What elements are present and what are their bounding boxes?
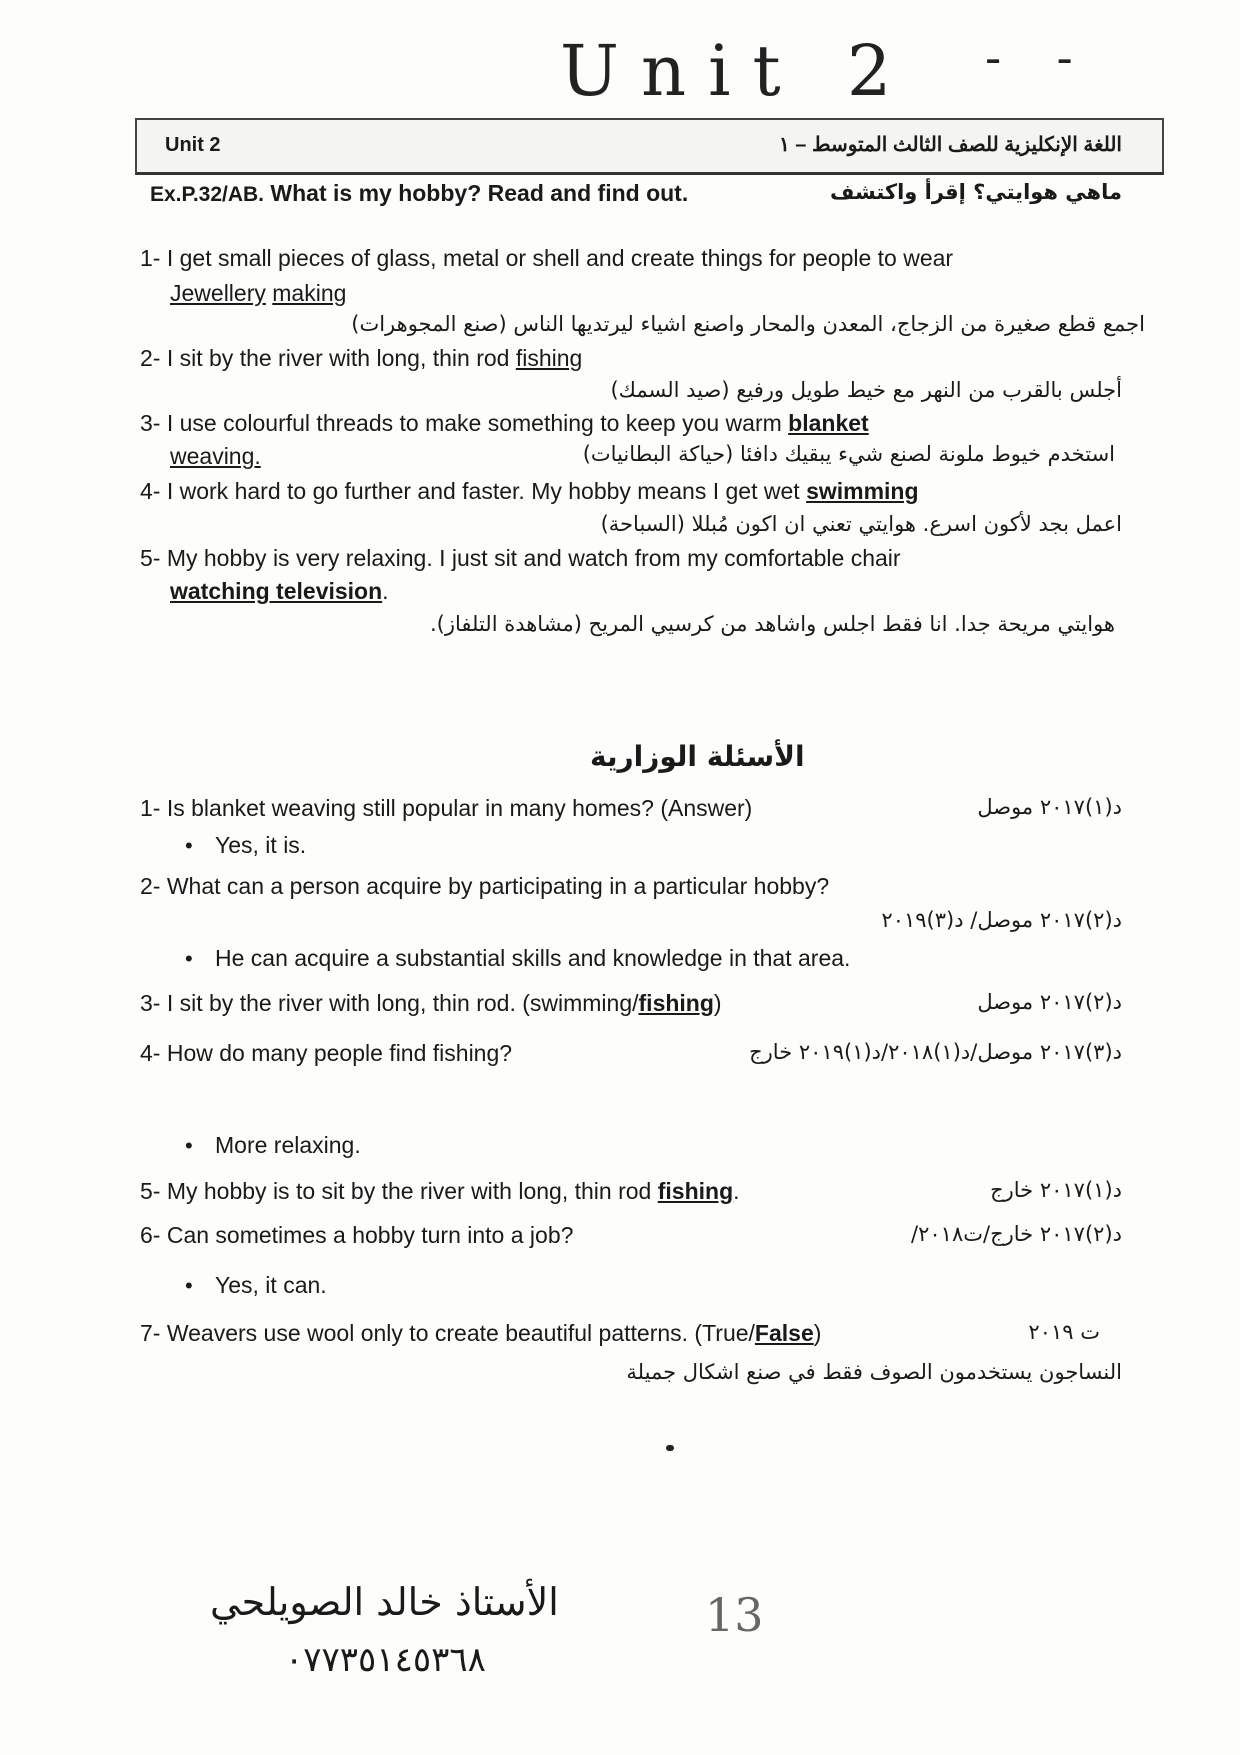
- item-text: My hobby is very relaxing. I just sit and watch from my comfortable chair: [166, 545, 901, 571]
- q-ref: د(٣)٢٠١٧ موصل/د(١)٢٠١٨/د(١)٢٠١٩ خارج: [749, 1040, 1122, 1064]
- q-bold-answer: False: [754, 1320, 814, 1346]
- teacher-signature: الأستاذ خالد الصويلحي: [210, 1580, 559, 1624]
- answer-word: Jewellery: [170, 280, 266, 306]
- q-num: 1-: [140, 795, 161, 821]
- q-num: 3-: [140, 990, 161, 1016]
- ministerial-question-5: [140, 1178, 740, 1205]
- item-num: 2-: [140, 345, 161, 371]
- q-answer: • More relaxing.: [185, 1132, 361, 1159]
- q-num: 6-: [140, 1222, 161, 1248]
- header-arabic-title: اللغة الإنكليزية للصف الثالث المتوسط – ١: [778, 134, 1122, 156]
- q-ref: د(٢)٢٠١٧ موصل: [977, 990, 1122, 1014]
- exercise-item-3-arabic: استخدم خيوط ملونة لصنع شيء يبقيك دافئا (حياكة البطانيات): [582, 442, 1115, 466]
- exercise-prompt: What is my hobby? Read and find out.: [270, 180, 689, 206]
- q-num: 2-: [140, 873, 161, 899]
- q-ref: د(٢)٢٠١٧ خارج/ت٢٠١٨/: [911, 1222, 1122, 1246]
- ministerial-question-7: [140, 1320, 821, 1347]
- exercise-item-1: [140, 245, 953, 272]
- item-num: 4-: [140, 478, 161, 504]
- exercise-item-5: [140, 545, 901, 572]
- unit-label: Unit 2: [165, 134, 221, 156]
- item-text: I use colourful threads to make something to keep you warm: [166, 410, 782, 436]
- exercise-item-2-arabic: أجلس بالقرب من النهر مع خيط طويل ورفيع (صيد السمك): [610, 378, 1122, 402]
- ministerial-question-1: [140, 795, 752, 822]
- q-bold-answer: fishing: [638, 990, 714, 1016]
- ministerial-question-3: [140, 990, 722, 1017]
- q-bold-answer: fishing: [657, 1178, 734, 1204]
- q-text: How do many people find fishing?: [166, 1040, 513, 1066]
- q-num: 5-: [140, 1178, 161, 1204]
- q-arabic: النساجون يستخدمون الصوف فقط في صنع اشكال جميلة: [626, 1360, 1122, 1384]
- exercise-item-1-answer: [170, 280, 346, 307]
- page-header: [135, 118, 1164, 175]
- ministerial-question-2: [140, 873, 829, 900]
- q-ref: د(١)٢٠١٧ موصل: [977, 795, 1122, 819]
- answer-punct: .: [382, 578, 389, 604]
- exercise-ref: Ex.P.32/AB.: [150, 183, 265, 206]
- item-num: 5-: [140, 545, 161, 571]
- exercise-item-4: [140, 478, 919, 505]
- q-text: My hobby is to sit by the river with long, thin rod: [166, 1178, 652, 1204]
- exercise-item-5-answer: [170, 578, 389, 605]
- teacher-phone: ٠٧٧٣٥١٤٥٣٦٨: [285, 1640, 486, 1680]
- q-text: Weavers use wool only to create beautiful patterns. (True/: [166, 1320, 755, 1346]
- item-num: 1-: [140, 245, 161, 271]
- answer-word: blanket: [788, 410, 869, 436]
- answer-word: weaving.: [170, 443, 261, 469]
- answer-word: swimming: [806, 478, 919, 504]
- exercise-item-5-arabic: هوايتي مريحة جدا. انا فقط اجلس واشاهد من كرسيي المريح (مشاهدة التلفاز).: [429, 612, 1115, 636]
- answer-word: watching television: [170, 578, 383, 604]
- page-number: 13: [705, 1588, 764, 1642]
- ministerial-question-6: [140, 1222, 573, 1249]
- handwritten-dash: - -: [985, 30, 1093, 86]
- exercise-item-4-arabic: اعمل بجد لأكون اسرع. هوايتي تعني ان اكون مُبللا (السباحة): [600, 512, 1122, 536]
- ministerial-question-4: [140, 1040, 512, 1067]
- ministerial-section-title: الأسئلة الوزارية: [590, 740, 805, 773]
- q-ref: د(٢)٢٠١٧ موصل/ د(٣)٢٠١٩: [881, 908, 1122, 932]
- q-text-after: .: [733, 1178, 740, 1204]
- exercise-prompt-ar: ماهي هوايتي؟ إقرأ واكتشف: [829, 180, 1122, 204]
- q-text: I sit by the river with long, thin rod. (swimming/: [166, 990, 639, 1016]
- q-answer: • He can acquire a substantial skills and knowledge in that area.: [185, 945, 850, 972]
- q-ref: ت ٢٠١٩: [1028, 1320, 1100, 1344]
- q-text: Can sometimes a hobby turn into a job?: [166, 1222, 574, 1248]
- exercise-item-3: [140, 410, 869, 437]
- q-num: 7-: [140, 1320, 161, 1346]
- q-text: Is blanket weaving still popular in many homes? (Answer): [166, 795, 753, 821]
- q-num: 4-: [140, 1040, 161, 1066]
- exercise-item-1-arabic: اجمع قطع صغيرة من الزجاج، المعدن والمحار واصنع اشياء ليرتديها الناس (صنع المجوهرات): [351, 312, 1145, 336]
- q-answer: • Yes, it can.: [185, 1272, 327, 1299]
- item-text: I sit by the river with long, thin rod: [166, 345, 510, 371]
- q-text-after: ): [713, 990, 722, 1016]
- exercise-item-2: [140, 345, 582, 372]
- item-num: 3-: [140, 410, 161, 436]
- item-text: I work hard to go further and faster. My hobby means I get wet: [166, 478, 800, 504]
- q-text-after: ): [813, 1320, 822, 1346]
- q-ref: د(١)٢٠١٧ خارج: [990, 1178, 1122, 1202]
- item-text: I get small pieces of glass, metal or shell and create things for people to wear: [166, 245, 954, 271]
- q-text: What can a person acquire by participating in a particular hobby?: [166, 873, 830, 899]
- exercise-heading: [150, 180, 688, 207]
- exercise-item-3-answer: [170, 443, 261, 470]
- handwritten-title: Unit 2: [560, 30, 914, 112]
- ink-dot: [666, 1445, 674, 1451]
- q-answer: • Yes, it is.: [185, 832, 306, 859]
- answer-word: making: [272, 280, 347, 306]
- answer-word: fishing: [515, 345, 583, 371]
